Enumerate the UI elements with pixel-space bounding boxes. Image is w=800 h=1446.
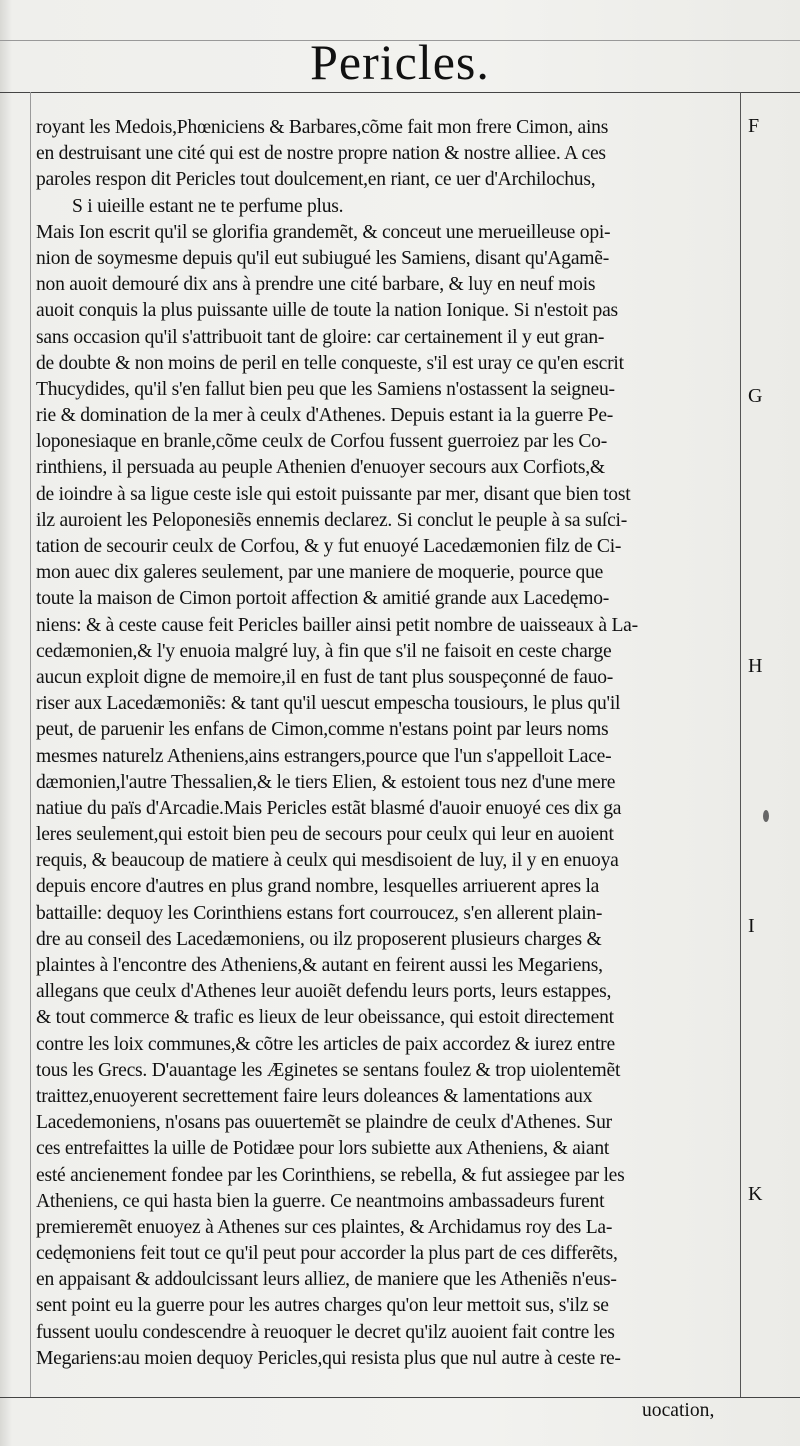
text-line: loponesiaque en branle,cõme ceulx de Corfou fussent guerroiez par les Co- bbox=[36, 431, 607, 453]
text-line: toute la maison de Cimon portoit affection & amitié grande aux Lacedęmo- bbox=[36, 588, 610, 610]
text-line: battaille: dequoy les Corinthiens estans fort courroucez, s'en allerent plain- bbox=[36, 902, 603, 924]
text-line: depuis encore d'autres en plus grand nombre, lesquelles arriuerent apres la bbox=[36, 876, 600, 898]
text-line: mon auec dix galeres seulement, par une maniere de moquerie, pource que bbox=[36, 562, 604, 584]
text-line: cedęmoniens feit tout ce qu'il peut pour accorder la plus part de ces differẽts, bbox=[36, 1243, 618, 1265]
catchword: uocation, bbox=[642, 1400, 715, 1421]
text-line: tous les Grecs. D'auantage les Æginetes se sentans foulez & trop uiolentemẽt bbox=[36, 1059, 621, 1081]
text-line: sans occasion qu'il s'attribuoit tant de gloire: car certainement il y eut gran- bbox=[36, 326, 605, 348]
text-line: traittez,enuoyerent secrettement faire leurs doleances & lamentations aux bbox=[36, 1085, 593, 1107]
text-line: fussent uoulu condescendre à reuoquer le decret qu'ilz auoient fait contre les bbox=[36, 1321, 615, 1343]
text-line: Megariens:au moien dequoy Pericles,qui resista plus que nul autre à ceste re- bbox=[36, 1347, 621, 1369]
text-line: dre au conseil des Lacedæmoniens, ou ilz proposerent plusieurs charges & bbox=[36, 928, 602, 950]
body-text bbox=[36, 115, 738, 1372]
text-line: esté ancienement fondee par les Corinthiens, se rebella, & fut assiegee par les bbox=[36, 1164, 625, 1186]
text-line: premieremẽt enuoyez à Athenes sur ces plaintes, & Archidamus roy des La- bbox=[36, 1216, 613, 1238]
text-line: & tout commerce & trafic es lieux de leur obeissance, qui estoit directement bbox=[36, 1007, 614, 1029]
text-line: plaintes à l'encontre des Atheniens,& autant en feirent aussi les Megariens, bbox=[36, 955, 603, 976]
footer-rule bbox=[0, 1397, 800, 1398]
text-line: non auoit demouré dix ans à prendre une cité barbare, & luy en neuf mois bbox=[36, 274, 596, 296]
text-line: sent point eu la guerre pour les autres charges qu'on leur mettoit sus, s'ilz se bbox=[36, 1295, 609, 1317]
text-line: riser aux Lacedæmoniẽs: & tant qu'il uescut empescha tousiours, le plus qu'il bbox=[36, 693, 621, 715]
text-line: cedæmonien,& l'y enuoia malgré luy, à fin que s'il ne faisoit en ceste charge bbox=[36, 640, 612, 662]
text-line: leres seulement,qui estoit bien peu de secours pour ceulx qui leur en auoient bbox=[36, 824, 614, 846]
text-line: en appaisant & addoulcissant leurs alliez, de maniere que les Atheniẽs n'eus- bbox=[36, 1269, 617, 1291]
text-line: ilz auroient les Peloponesiẽs ennemis declarez. Si conclut le peuple à sa suſci- bbox=[36, 509, 628, 531]
text-line: nion de soymesme depuis qu'il eut subiugué les Samiens, disant qu'Agamẽ- bbox=[36, 247, 609, 269]
text-line: allegans que ceulx d'Athenes leur auoiẽt defendu leurs ports, leurs estappes, bbox=[36, 981, 612, 1003]
text-line: niens: & à ceste cause feit Pericles bailler ainsi petit nombre de uaisseaux à La- bbox=[36, 614, 638, 636]
text-line: Atheniens, ce qui hasta bien la guerre. Ce neantmoins ambassadeurs furent bbox=[36, 1190, 605, 1212]
left-margin-rule bbox=[30, 92, 31, 1397]
header-rule bbox=[0, 92, 800, 93]
text-line: rie & domination de la mer à ceulx d'Athenes. Depuis estant ia la guerre Pe- bbox=[36, 405, 614, 427]
text-line: ces entrefaittes la uille de Potidæe pour lors subiette aux Atheniens, & aiant bbox=[36, 1138, 610, 1160]
text-line: dæmonien,l'autre Thessalien,& le tiers Elien, & estoient tous nez d'une mere bbox=[36, 771, 616, 793]
text-line: en destruisant une cité qui est de nostre propre nation & nostre alliee. A ces bbox=[36, 143, 606, 165]
ink-blot bbox=[763, 810, 769, 822]
text-line: Thucydides, qu'il s'en fallut bien peu que les Samiens n'ostassent la seigneu- bbox=[36, 378, 615, 400]
margin-letter-g: G bbox=[748, 385, 763, 407]
text-line: aucun exploit digne de memoire,il en fust de tant plus souspeçonné de fauo- bbox=[36, 666, 614, 688]
running-title: Pericles. bbox=[310, 34, 490, 90]
text-line: paroles respon dit Pericles tout doulcement,en riant, ce uer d'Archilochus, bbox=[36, 169, 596, 191]
text-line: requis, & beaucoup de matiere à ceulx qui mesdisoient de luy, il y en enuoya bbox=[36, 850, 619, 872]
text-line: rinthiens, il persuada au peuple Athenien d'enuoyer secours aux Corfiots,& bbox=[36, 457, 605, 479]
text-line: contre les loix communes,& cõtre les articles de paix accordez & iurez entre bbox=[36, 1033, 615, 1055]
margin-rule bbox=[740, 92, 741, 1397]
margin-letter-k: K bbox=[748, 1183, 763, 1205]
text-line: S i uieille estant ne te perfume plus. bbox=[72, 195, 344, 217]
text-line: tation de secourir ceulx de Corfou, & y fut enuoyé Lacedæmonien filz de Ci- bbox=[36, 536, 622, 557]
text-line: auoit conquis la plus puissante uille de toute la nation Ionique. Si n'estoit pas bbox=[36, 300, 618, 322]
margin-letter-i: I bbox=[748, 915, 755, 937]
margin-letter-h: H bbox=[748, 655, 763, 677]
margin-letter-f: F bbox=[748, 115, 760, 137]
text-line: de ioindre à sa ligue ceste isle qui estoit puissante par mer, disant que bien tost bbox=[36, 483, 631, 505]
text-line: Lacedemoniens, n'osans pas ouuertemẽt se plaindre de ceulx d'Athenes. Sur bbox=[36, 1112, 612, 1134]
text-line: de doubte & non moins de peril en telle conqueste, s'il est uray ce qu'en escrit bbox=[36, 352, 624, 374]
text-line: natiue du païs d'Arcadie.Mais Pericles estãt blasmé d'auoir enuoyé ces dix ga bbox=[36, 797, 622, 819]
text-line: mesmes naturelz Atheniens,ains estrangers,pource que l'un s'appelloit Lace- bbox=[36, 745, 612, 767]
text-line: peut, de paruenir les enfans de Cimon,comme n'estans point par leurs noms bbox=[36, 719, 609, 741]
text-line: royant les Medois,Phœniciens & Barbares,cõme fait mon frere Cimon, ains bbox=[36, 117, 609, 138]
text-line: Mais Ion escrit qu'il se glorifia grandemẽt, & conceut une merueilleuse opi- bbox=[36, 221, 611, 243]
